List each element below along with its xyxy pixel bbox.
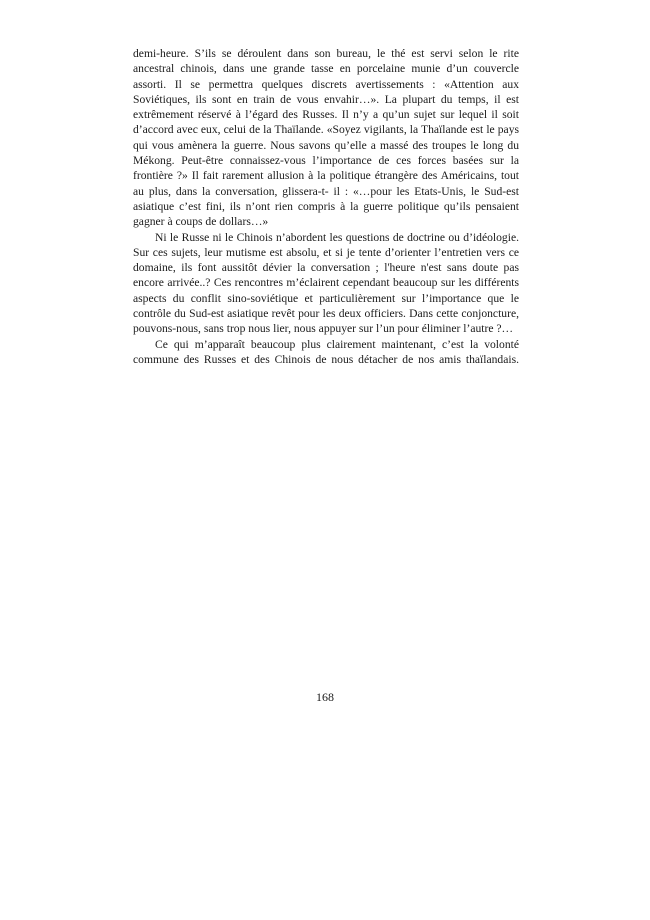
- paragraph-1: demi-heure. S’ils se déroulent dans son bureau, le thé est servi selon le rite ancestral chinois, dans une grande tasse en porcelaine munie d’un couvercle assorti. Il se permettra quelques discrets avertissements : «Attention aux Soviétiques, ils sont en train de vous envahir…». La plupart du temps, il est extrêmement réservé à l’égard des Russes. Il n’y a qu’un sujet sur lequel il soit d’accord avec eux, celui de la Thaïlande. «Soyez vigilants, la Thaïlande est le pays qui vous amènera la guerre. Nous savons qu’elle a massé des troupes le long du Mékong. Peut-être connaissez-vous l’importance de ces forces basées sur la frontière ?» Il fait rarement allusion à la politique étrangère des Américains, tout au plus, dans la conversation, glissera-t- il : «…pour les Etats-Unis, le Sud-est asiatique c’est fini, ils n’ont rien compris à la guerre politique qu’ils pensaient gagner à coups de dollars…»: [133, 47, 519, 229]
- paragraph-3: Ce qui m’apparaît beaucoup plus clairement maintenant, c’est la volonté commune des Russes et des Chinois de nous détacher de nos amis thaïlandais.: [133, 337, 519, 366]
- body-text: [133, 46, 519, 367]
- page-number: 168: [316, 690, 334, 704]
- paragraph-2: Ni le Russe ni le Chinois n’abordent les questions de doctrine ou d’idéologie. Sur ces sujets, leur mutisme est absolu, et si je tente d’orienter l’entretien vers ce domaine, ils font aussitôt dévier la conversation ; l'heure n'est sans doute pas encore arrivée..? Ces rencontres m’éclairent cependant beaucoup sur les différents aspects du conflit sino-soviétique et particulièrement sur l’importance que le contrôle du Sud-est asiatique revêt pour les deux officiers. Dans cette conjoncture, pouvons-nous, sans trop nous lier, nous appuyer sur l’un pour éliminer l’autre ?…: [133, 230, 519, 336]
